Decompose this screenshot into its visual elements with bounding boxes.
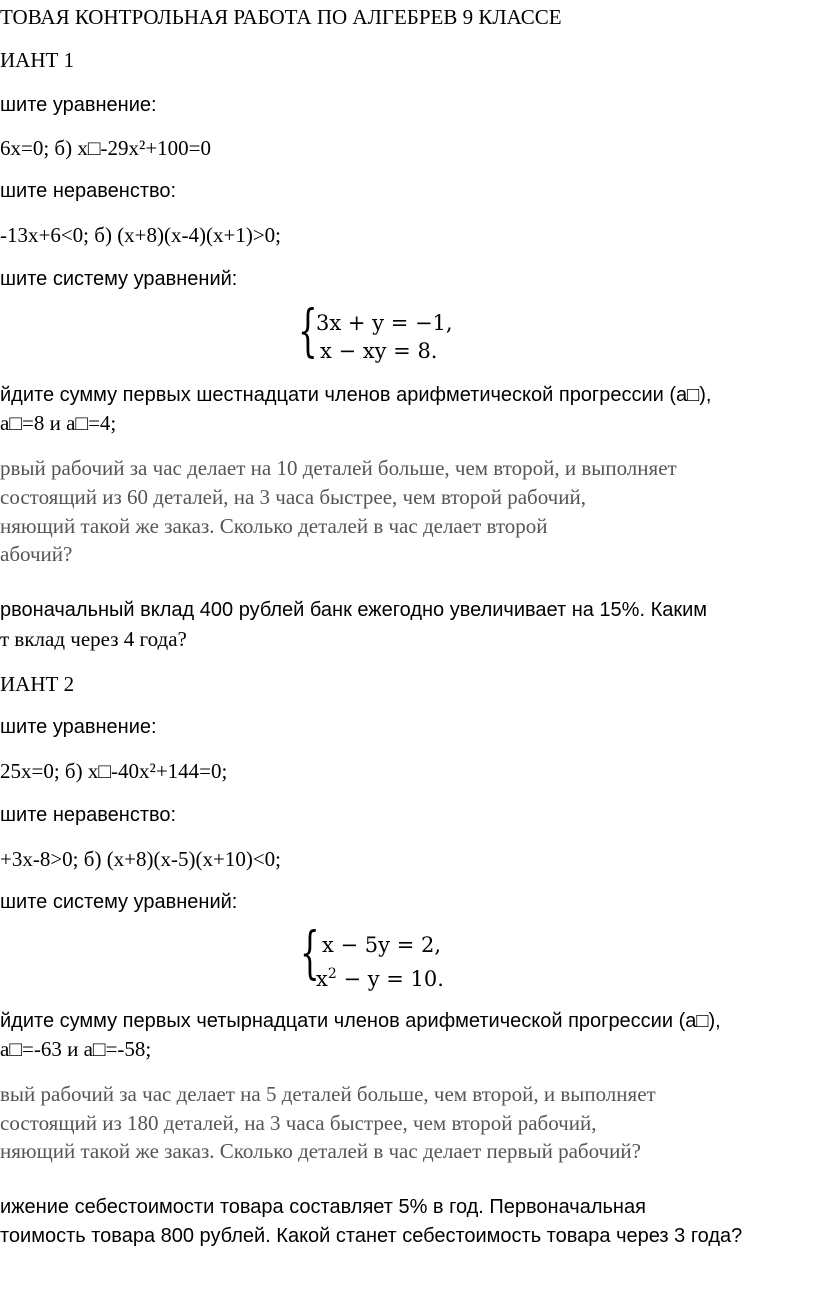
variant1-task6-line2: т вклад через 4 года? <box>0 627 187 651</box>
variant2-system-eq1: x − 5y = 2, <box>322 933 441 957</box>
variant1-task5-line4: абочий? <box>0 542 73 566</box>
variant1-task2-equation: -13х+6<0; б) (х+8)(х-4)(х+1)>0; <box>0 223 282 247</box>
variant2-system-eq2-exp: 2 <box>327 966 337 982</box>
variant1-task4-line1: йдите сумму первых шестнадцати членов арифметической прогрессии (а□), <box>0 384 712 406</box>
variant2-task2-equation: +3х-8>0; б) (х+8)(х-5)(х+10)<0; <box>0 847 282 871</box>
variant2-task6-line2: тоимость товара 800 рублей. Какой станет себестоимость товара через 3 года? <box>0 1225 743 1247</box>
variant1-task2-label: шите неравенство: <box>0 180 177 202</box>
system-brace-icon: { <box>298 299 318 364</box>
page-title: ТОВАЯ КОНТРОЛЬНАЯ РАБОТА ПО АЛГЕБРЕВ 9 КЛАССЕ <box>0 5 562 29</box>
variant2-task5-line3: няющий такой же заказ. Сколько деталей в час делает первый рабочий? <box>0 1139 641 1163</box>
variant2-heading: ИАНТ 2 <box>0 672 75 696</box>
variant2-task2-label: шите неравенство: <box>0 804 177 826</box>
variant2-task4-line1: йдите сумму первых четырнадцати членов арифметической прогрессии (а□), <box>0 1010 721 1032</box>
variant1-task5-line2: состоящий из 60 деталей, на 3 часа быстрее, чем второй рабочий, <box>0 485 586 509</box>
variant2-task4-line2: а□=-63 и а□=-58; <box>0 1037 152 1061</box>
variant2-task6-line1: ижение себестоимости товара составляет 5% в год. Первоначальная <box>0 1196 646 1218</box>
variant2-task3-label: шите систему уравнений: <box>0 891 238 913</box>
variant1-task1-equation: 6х=0; б) х□-29х²+100=0 <box>0 136 212 160</box>
variant1-task1-label: шите уравнение: <box>0 94 157 116</box>
variant1-system-eq1: 3x + y = −1, <box>316 311 453 335</box>
variant2-task5-line2: состоящий из 180 деталей, на 3 часа быстрее, чем второй рабочий, <box>0 1111 597 1135</box>
variant1-task4-line2: а□=8 и а□=4; <box>0 411 117 435</box>
variant1-task5-line1: рвый рабочий за час делает на 10 деталей больше, чем второй, и выполняет <box>0 456 677 480</box>
system-brace-icon: { <box>300 921 320 986</box>
variant1-task3-label: шите систему уравнений: <box>0 268 238 290</box>
variant2-task1-label: шите уравнение: <box>0 716 157 738</box>
variant2-system-eq2-rest: − y = 10. <box>336 967 444 991</box>
variant1-system-eq2: x − xy = 8. <box>320 339 438 363</box>
variant1-task6-line1: рвоначальный вклад 400 рублей банк ежегодно увеличивает на 15%. Каким <box>0 599 708 621</box>
variant2-system-eq2-base: x <box>316 967 328 991</box>
variant1-heading: ИАНТ 1 <box>0 48 75 72</box>
variant1-task5-line3: няющий такой же заказ. Сколько деталей в час делает второй <box>0 514 548 538</box>
variant2-system-eq2 <box>316 961 444 992</box>
variant2-task1-equation: 25х=0; б) х□-40х²+144=0; <box>0 759 228 783</box>
variant2-task5-line1: вый рабочий за час делает на 5 деталей больше, чем второй, и выполняет <box>0 1082 656 1106</box>
